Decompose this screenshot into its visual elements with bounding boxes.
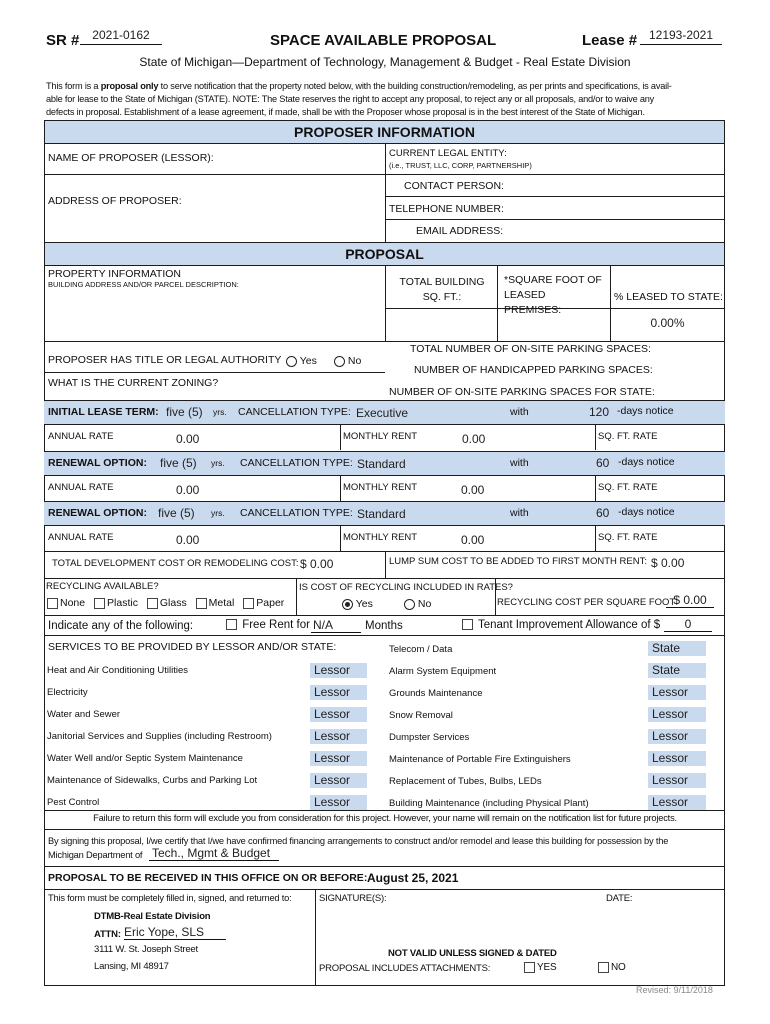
service-name: Water Well and/or Septic System Maintenance xyxy=(47,753,243,764)
term-label: RENEWAL OPTION: xyxy=(48,457,147,469)
service-name: Telecom / Data xyxy=(389,644,453,655)
days-notice-label: -days notice xyxy=(618,456,675,468)
recycling-cost-value[interactable]: $ 0.00 xyxy=(666,593,714,608)
return-street: 3111 W. St. Joseph Street xyxy=(94,944,198,955)
signature-field[interactable] xyxy=(388,892,603,944)
recycling-included-label: IS COST OF RECYCLING INCLUDED IN RATES? xyxy=(299,582,513,593)
with-label: with xyxy=(510,507,529,519)
service-name: Replacement of Tubes, Bulbs, LEDs xyxy=(389,776,542,787)
email-label: EMAIL ADDRESS: xyxy=(416,225,504,237)
service-name: Grounds Maintenance xyxy=(389,688,483,699)
free-rent-months-field[interactable]: N/A xyxy=(311,619,361,633)
title-yes-radio[interactable] xyxy=(286,356,297,367)
service-name: Building Maintenance (including Physical Plant) xyxy=(389,798,589,809)
cancellation-type-value[interactable]: Standard xyxy=(357,507,406,521)
term-years-value[interactable]: five (5) xyxy=(166,405,203,419)
service-provider-field[interactable]: State xyxy=(648,641,706,656)
with-label: with xyxy=(510,457,529,469)
term-yrs-label: yrs. xyxy=(211,508,225,518)
annual-rate-label: ANNUAL RATE xyxy=(48,482,114,493)
certify-text: By signing this proposal, I/we certify that I/we have confirmed financing arrangements to construct and/or remodel and lease this building for possession by the xyxy=(48,836,669,846)
dev-cost-value[interactable]: $ 0.00 xyxy=(300,557,334,571)
annual-rate-label: ANNUAL RATE xyxy=(48,431,114,442)
service-name: Dumpster Services xyxy=(389,732,470,743)
title-authority-label: PROPOSER HAS TITLE OR LEGAL AUTHORITY xyxy=(48,354,282,366)
service-name: Water and Sewer xyxy=(47,709,121,720)
service-name: Heat and Air Conditioning Utilities xyxy=(47,665,188,676)
cancellation-type-value[interactable]: Standard xyxy=(357,457,406,471)
form-subtitle: State of Michigan—Department of Technology, Management & Budget - Real Estate Division xyxy=(139,55,631,69)
service-provider-field[interactable]: Lessor xyxy=(310,663,367,678)
lease-label: Lease # xyxy=(582,32,638,49)
recycling-paper[interactable]: Paper xyxy=(243,597,284,609)
sqft-rate-label: SQ. FT. RATE xyxy=(598,482,658,493)
proposer-name-label: NAME OF PROPOSER (LESSOR): xyxy=(48,152,214,164)
service-name: Alarm System Equipment xyxy=(389,666,497,677)
telephone-label: TELEPHONE NUMBER: xyxy=(389,203,504,215)
recycling-yes-radio[interactable] xyxy=(342,599,353,610)
not-valid-note: NOT VALID UNLESS SIGNED & DATED xyxy=(388,948,557,959)
certify-dept-label: Michigan Department of xyxy=(48,850,143,860)
notice-days-value[interactable]: 60 xyxy=(596,456,610,470)
failure-note: Failure to return this form will exclude you from consideration for this project. However, your name will remain on the notification list for future projects. xyxy=(93,813,677,823)
services-header: SERVICES TO BE PROVIDED BY LESSOR AND/OR STATE: xyxy=(48,641,337,653)
annual-rate-value[interactable]: 0.00 xyxy=(176,432,200,446)
date-label: DATE: xyxy=(606,893,633,904)
proposer-address-label: ADDRESS OF PROPOSER: xyxy=(48,195,182,207)
recycling-included-no[interactable]: No xyxy=(404,598,431,610)
term-label: RENEWAL OPTION: xyxy=(48,507,147,519)
term-years-value[interactable]: five (5) xyxy=(158,506,195,520)
service-provider-field[interactable]: Lessor xyxy=(648,751,706,766)
months-label: Months xyxy=(365,620,403,632)
recycling-glass[interactable]: Glass xyxy=(147,597,187,609)
recycling-plastic[interactable]: Plastic xyxy=(94,597,138,609)
property-info-label: PROPERTY INFORMATION xyxy=(48,268,182,280)
service-provider-field[interactable]: Lessor xyxy=(310,685,367,700)
return-instructions: This form must be completely filled in, signed, and returned to: xyxy=(48,893,292,903)
service-provider-field[interactable]: State xyxy=(648,663,706,678)
cancellation-type-label: CANCELLATION TYPE: xyxy=(240,507,353,519)
service-name: Maintenance of Portable Fire Extinguishers xyxy=(389,754,571,765)
annual-rate-value[interactable]: 0.00 xyxy=(176,483,200,497)
form-title: SPACE AVAILABLE PROPOSAL xyxy=(270,32,497,49)
intro-text: This form is a proposal only to serve notification that the property noted below, with the building construction/remodeling, as per prints and specifications, is avail- able for lease to the State of Michigan (STATE). NOTE: The State reserves the right to accept any proposal, to reject any or all proposals, and/or to waive any defects in proposal. Establishment of a lease agreement, if made, shall be with the Proposer whose proposal is in the best interest of the State of Michigan. xyxy=(46,81,672,117)
sqft-rate-label: SQ. FT. RATE xyxy=(598,532,658,543)
attachments-yes-option[interactable]: YES xyxy=(524,962,556,973)
service-provider-field[interactable]: Lessor xyxy=(648,707,706,722)
service-name: Pest Control xyxy=(47,797,100,808)
lease-number-field[interactable]: 12193-2021 xyxy=(640,28,722,45)
recycling-no-radio[interactable] xyxy=(404,599,415,610)
term-yrs-label: yrs. xyxy=(211,458,225,468)
recycling-available-label: RECYCLING AVAILABLE? xyxy=(46,581,159,592)
signature-label: SIGNATURE(S): xyxy=(319,893,387,904)
service-name: Snow Removal xyxy=(389,710,453,721)
recycling-cost-label: RECYCLING COST PER SQUARE FOOT xyxy=(497,597,676,608)
monthly-rent-value[interactable]: 0.00 xyxy=(462,432,486,446)
return-org: DTMB-Real Estate Division xyxy=(94,911,211,922)
cancellation-type-value[interactable]: Executive xyxy=(356,406,409,420)
days-notice-label: -days notice xyxy=(618,506,675,518)
free-rent-checkbox[interactable] xyxy=(226,619,237,630)
total-building-sqft-label: TOTAL BUILDING SQ. FT.: xyxy=(399,276,485,303)
deadline-label: PROPOSAL TO BE RECEIVED IN THIS OFFICE ON OR BEFORE: xyxy=(48,872,368,884)
free-rent-option[interactable]: Free Rent for xyxy=(226,619,310,631)
annual-rate-label: ANNUAL RATE xyxy=(48,532,114,543)
attachments-yes-checkbox[interactable] xyxy=(524,962,535,973)
sr-number-field[interactable]: 2021-0162 xyxy=(80,28,162,45)
notice-days-value[interactable]: 120 xyxy=(589,405,610,419)
recycling-options xyxy=(47,597,284,609)
indicate-label: Indicate any of the following: xyxy=(48,620,194,632)
service-name: Electricity xyxy=(47,687,88,698)
term-years-value[interactable]: five (5) xyxy=(160,456,197,470)
days-notice-label: -days notice xyxy=(617,405,674,417)
recycling-included-yes[interactable]: Yes xyxy=(342,598,373,610)
dev-cost-label: TOTAL DEVELOPMENT COST OR REMODELING COST: xyxy=(52,558,299,569)
return-city: Lansing, MI 48917 xyxy=(94,961,169,972)
notice-days-value[interactable]: 60 xyxy=(596,506,610,520)
lump-sum-label: LUMP SUM COST TO BE ADDED TO FIRST MONTH RENT: xyxy=(389,556,647,567)
service-provider-field[interactable]: Lessor xyxy=(310,729,367,744)
proposer-section-title: PROPOSER INFORMATION xyxy=(294,124,475,140)
parking-total-label: TOTAL NUMBER OF ON-SITE PARKING SPACES: xyxy=(410,343,651,355)
attachments-no-checkbox[interactable] xyxy=(598,962,609,973)
revised-date: Revised: 9/11/2018 xyxy=(636,985,713,995)
monthly-rent-label: MONTHLY RENT xyxy=(343,532,418,543)
parking-handicap-label: NUMBER OF HANDICAPPED PARKING SPACES: xyxy=(414,364,653,376)
attachments-label: PROPOSAL INCLUDES ATTACHMENTS: xyxy=(319,963,491,974)
parking-state-label: NUMBER OF ON-SITE PARKING SPACES FOR STATE: xyxy=(389,386,655,398)
legal-entity-hint: (i.e., TRUST, LLC, CORP, PARTNERSHIP) xyxy=(389,161,532,170)
service-provider-field[interactable]: Lessor xyxy=(648,729,706,744)
cancellation-type-label: CANCELLATION TYPE: xyxy=(238,406,351,418)
michigan-department-field[interactable]: Tech., Mgmt & Budget xyxy=(149,847,279,861)
attn-label: ATTN: xyxy=(94,929,121,940)
service-provider-field[interactable]: Lessor xyxy=(310,773,367,788)
title-no-radio[interactable] xyxy=(334,356,345,367)
term-label: INITIAL LEASE TERM: xyxy=(48,406,159,418)
service-name: Janitorial Services and Supplies (including Restroom) xyxy=(47,731,272,742)
deadline-date: August 25, 2021 xyxy=(367,871,459,885)
service-provider-field[interactable]: Lessor xyxy=(310,795,367,810)
service-provider-field[interactable]: Lessor xyxy=(310,707,367,722)
cancellation-type-label: CANCELLATION TYPE: xyxy=(240,457,353,469)
service-name: Maintenance of Sidewalks, Curbs and Parking Lot xyxy=(47,775,258,786)
ti-allowance-option[interactable]: Tenant Improvement Allowance of $ xyxy=(462,619,660,631)
zoning-label: WHAT IS THE CURRENT ZONING? xyxy=(48,377,219,389)
lump-sum-value[interactable]: $ 0.00 xyxy=(651,556,685,570)
monthly-rent-value[interactable]: 0.00 xyxy=(461,533,485,547)
monthly-rent-value[interactable]: 0.00 xyxy=(461,483,485,497)
recycling-metal[interactable]: Metal xyxy=(196,597,235,609)
attn-name: Eric Yope, SLS xyxy=(124,925,226,940)
sqft-rate-label: SQ. FT. RATE xyxy=(598,431,658,442)
service-provider-field[interactable]: Lessor xyxy=(310,751,367,766)
attachments-no-option[interactable]: NO xyxy=(598,962,626,973)
ti-allowance-checkbox[interactable] xyxy=(462,619,473,630)
with-label: with xyxy=(510,406,529,418)
legal-entity-label: CURRENT LEGAL ENTITY: xyxy=(389,148,507,159)
monthly-rent-label: MONTHLY RENT xyxy=(343,431,418,442)
property-info-hint: BUILDING ADDRESS AND/OR PARCEL DESCRIPTION: xyxy=(48,280,239,289)
annual-rate-value[interactable]: 0.00 xyxy=(176,533,200,547)
monthly-rent-label: MONTHLY RENT xyxy=(343,482,418,493)
proposal-section-title: PROPOSAL xyxy=(345,246,424,262)
percent-leased-value[interactable]: 0.00% xyxy=(650,316,685,330)
contact-person-label: CONTACT PERSON: xyxy=(404,180,504,192)
proposer-section-header xyxy=(44,120,725,144)
title-no-option[interactable]: No xyxy=(334,355,361,367)
service-provider-field[interactable]: Lessor xyxy=(648,773,706,788)
sr-label: SR # xyxy=(46,32,80,49)
proposal-section-header xyxy=(44,242,725,266)
title-yes-option[interactable]: Yes xyxy=(286,355,317,367)
ti-allowance-field[interactable]: 0 xyxy=(664,618,712,632)
leased-premises-sqft-label: *SQUARE FOOT OF LEASED PREMISES: xyxy=(504,274,602,316)
percent-leased-label: % LEASED TO STATE: xyxy=(614,291,723,303)
recycling-none[interactable]: None xyxy=(47,597,85,609)
term-yrs-label: yrs. xyxy=(213,407,227,417)
service-provider-field[interactable]: Lessor xyxy=(648,685,706,700)
service-provider-field[interactable]: Lessor xyxy=(648,795,706,810)
